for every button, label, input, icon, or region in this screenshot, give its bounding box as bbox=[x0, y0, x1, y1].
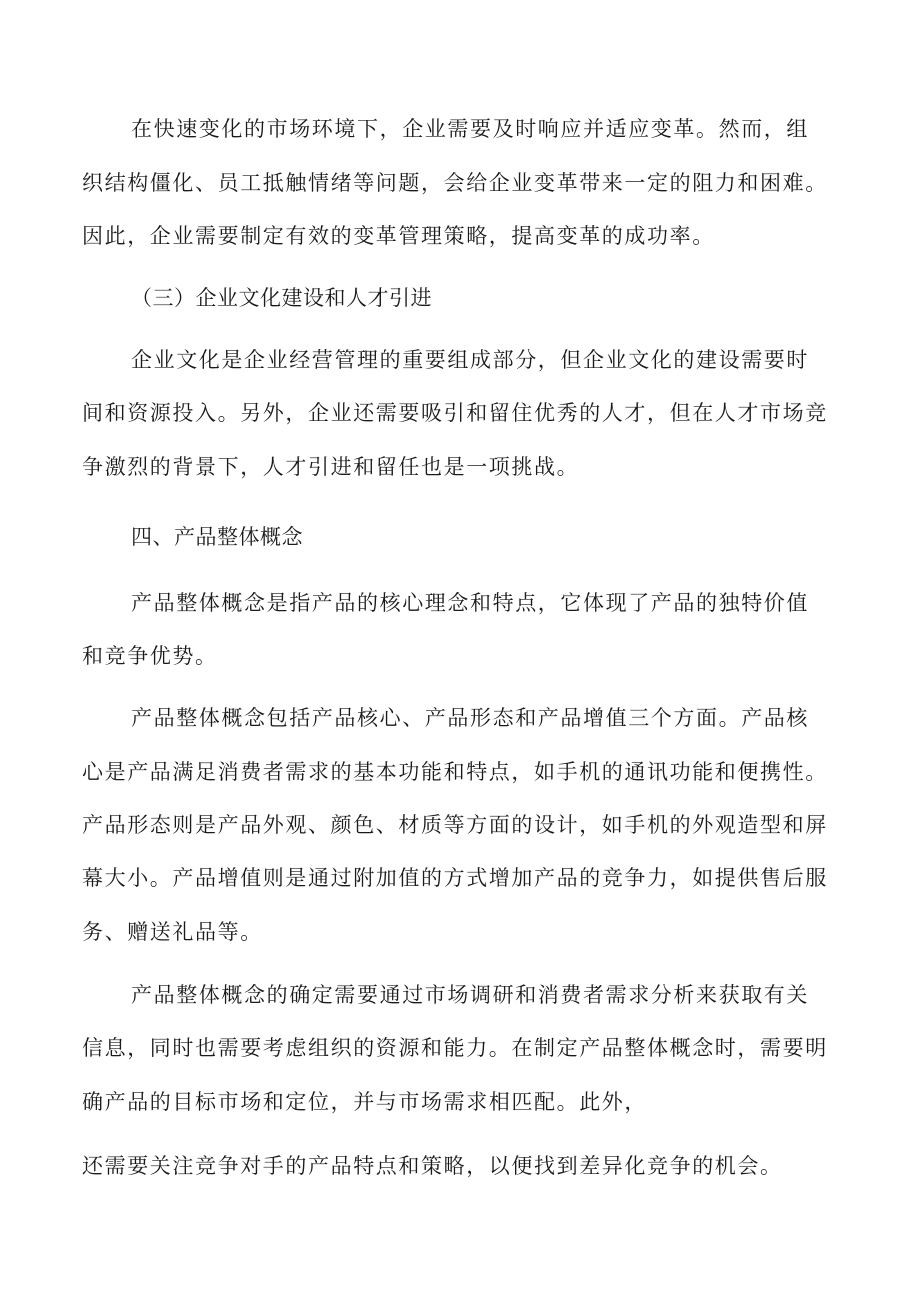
paragraph-line: 心是产品满足消费者需求的基本功能和特点，如手机的通讯功能和便携性。 bbox=[82, 760, 828, 784]
paragraph-line: 产品整体概念的确定需要通过市场调研和消费者需求分析来获取有关 bbox=[131, 983, 809, 1007]
paragraph-line: 间和资源投入。另外，企业还需要吸引和留住优秀的人才，但在人才市场竞 bbox=[82, 401, 828, 425]
paragraph-line: 幕大小。产品增值则是通过附加值的方式增加产品的竞争力，如提供售后服 bbox=[82, 866, 828, 890]
paragraph-line: 产品整体概念是指产品的核心理念和特点，它体现了产品的独特价值 bbox=[131, 591, 809, 615]
paragraph-line: 还需要关注竞争对手的产品特点和策略，以便找到差异化竞争的机会。 bbox=[82, 1154, 783, 1178]
paragraph-line: 企业文化是企业经营管理的重要组成部分，但企业文化的建设需要时 bbox=[131, 348, 809, 372]
paragraph-line: 在快速变化的市场环境下，企业需要及时响应并适应变革。然而，组 bbox=[131, 117, 809, 141]
paragraph-line: 产品形态则是产品外观、颜色、材质等方面的设计，如手机的外观造型和屏 bbox=[82, 813, 828, 837]
section-subheading: （三）企业文化建设和人才引进 bbox=[131, 286, 432, 310]
paragraph-line: 务、赠送礼品等。 bbox=[82, 920, 263, 944]
paragraph-line: 因此，企业需要制定有效的变革管理策略，提高变革的成功率。 bbox=[82, 224, 715, 248]
paragraph-line: 信息，同时也需要考虑组织的资源和能力。在制定产品整体概念时，需要明 bbox=[82, 1036, 828, 1060]
paragraph-line: 织结构僵化、员工抵触情绪等问题，会给企业变革带来一定的阻力和困难。 bbox=[82, 171, 828, 195]
paragraph-line: 产品整体概念包括产品核心、产品形态和产品增值三个方面。产品核 bbox=[131, 706, 809, 730]
paragraph-line: 确产品的目标市场和定位，并与市场需求相匹配。此外， bbox=[82, 1090, 647, 1114]
paragraph-line: 和竞争优势。 bbox=[82, 644, 218, 668]
section-heading: 四、产品整体概念 bbox=[131, 525, 303, 549]
paragraph-line: 争激烈的背景下，人才引进和留任也是一项挑战。 bbox=[82, 455, 580, 479]
